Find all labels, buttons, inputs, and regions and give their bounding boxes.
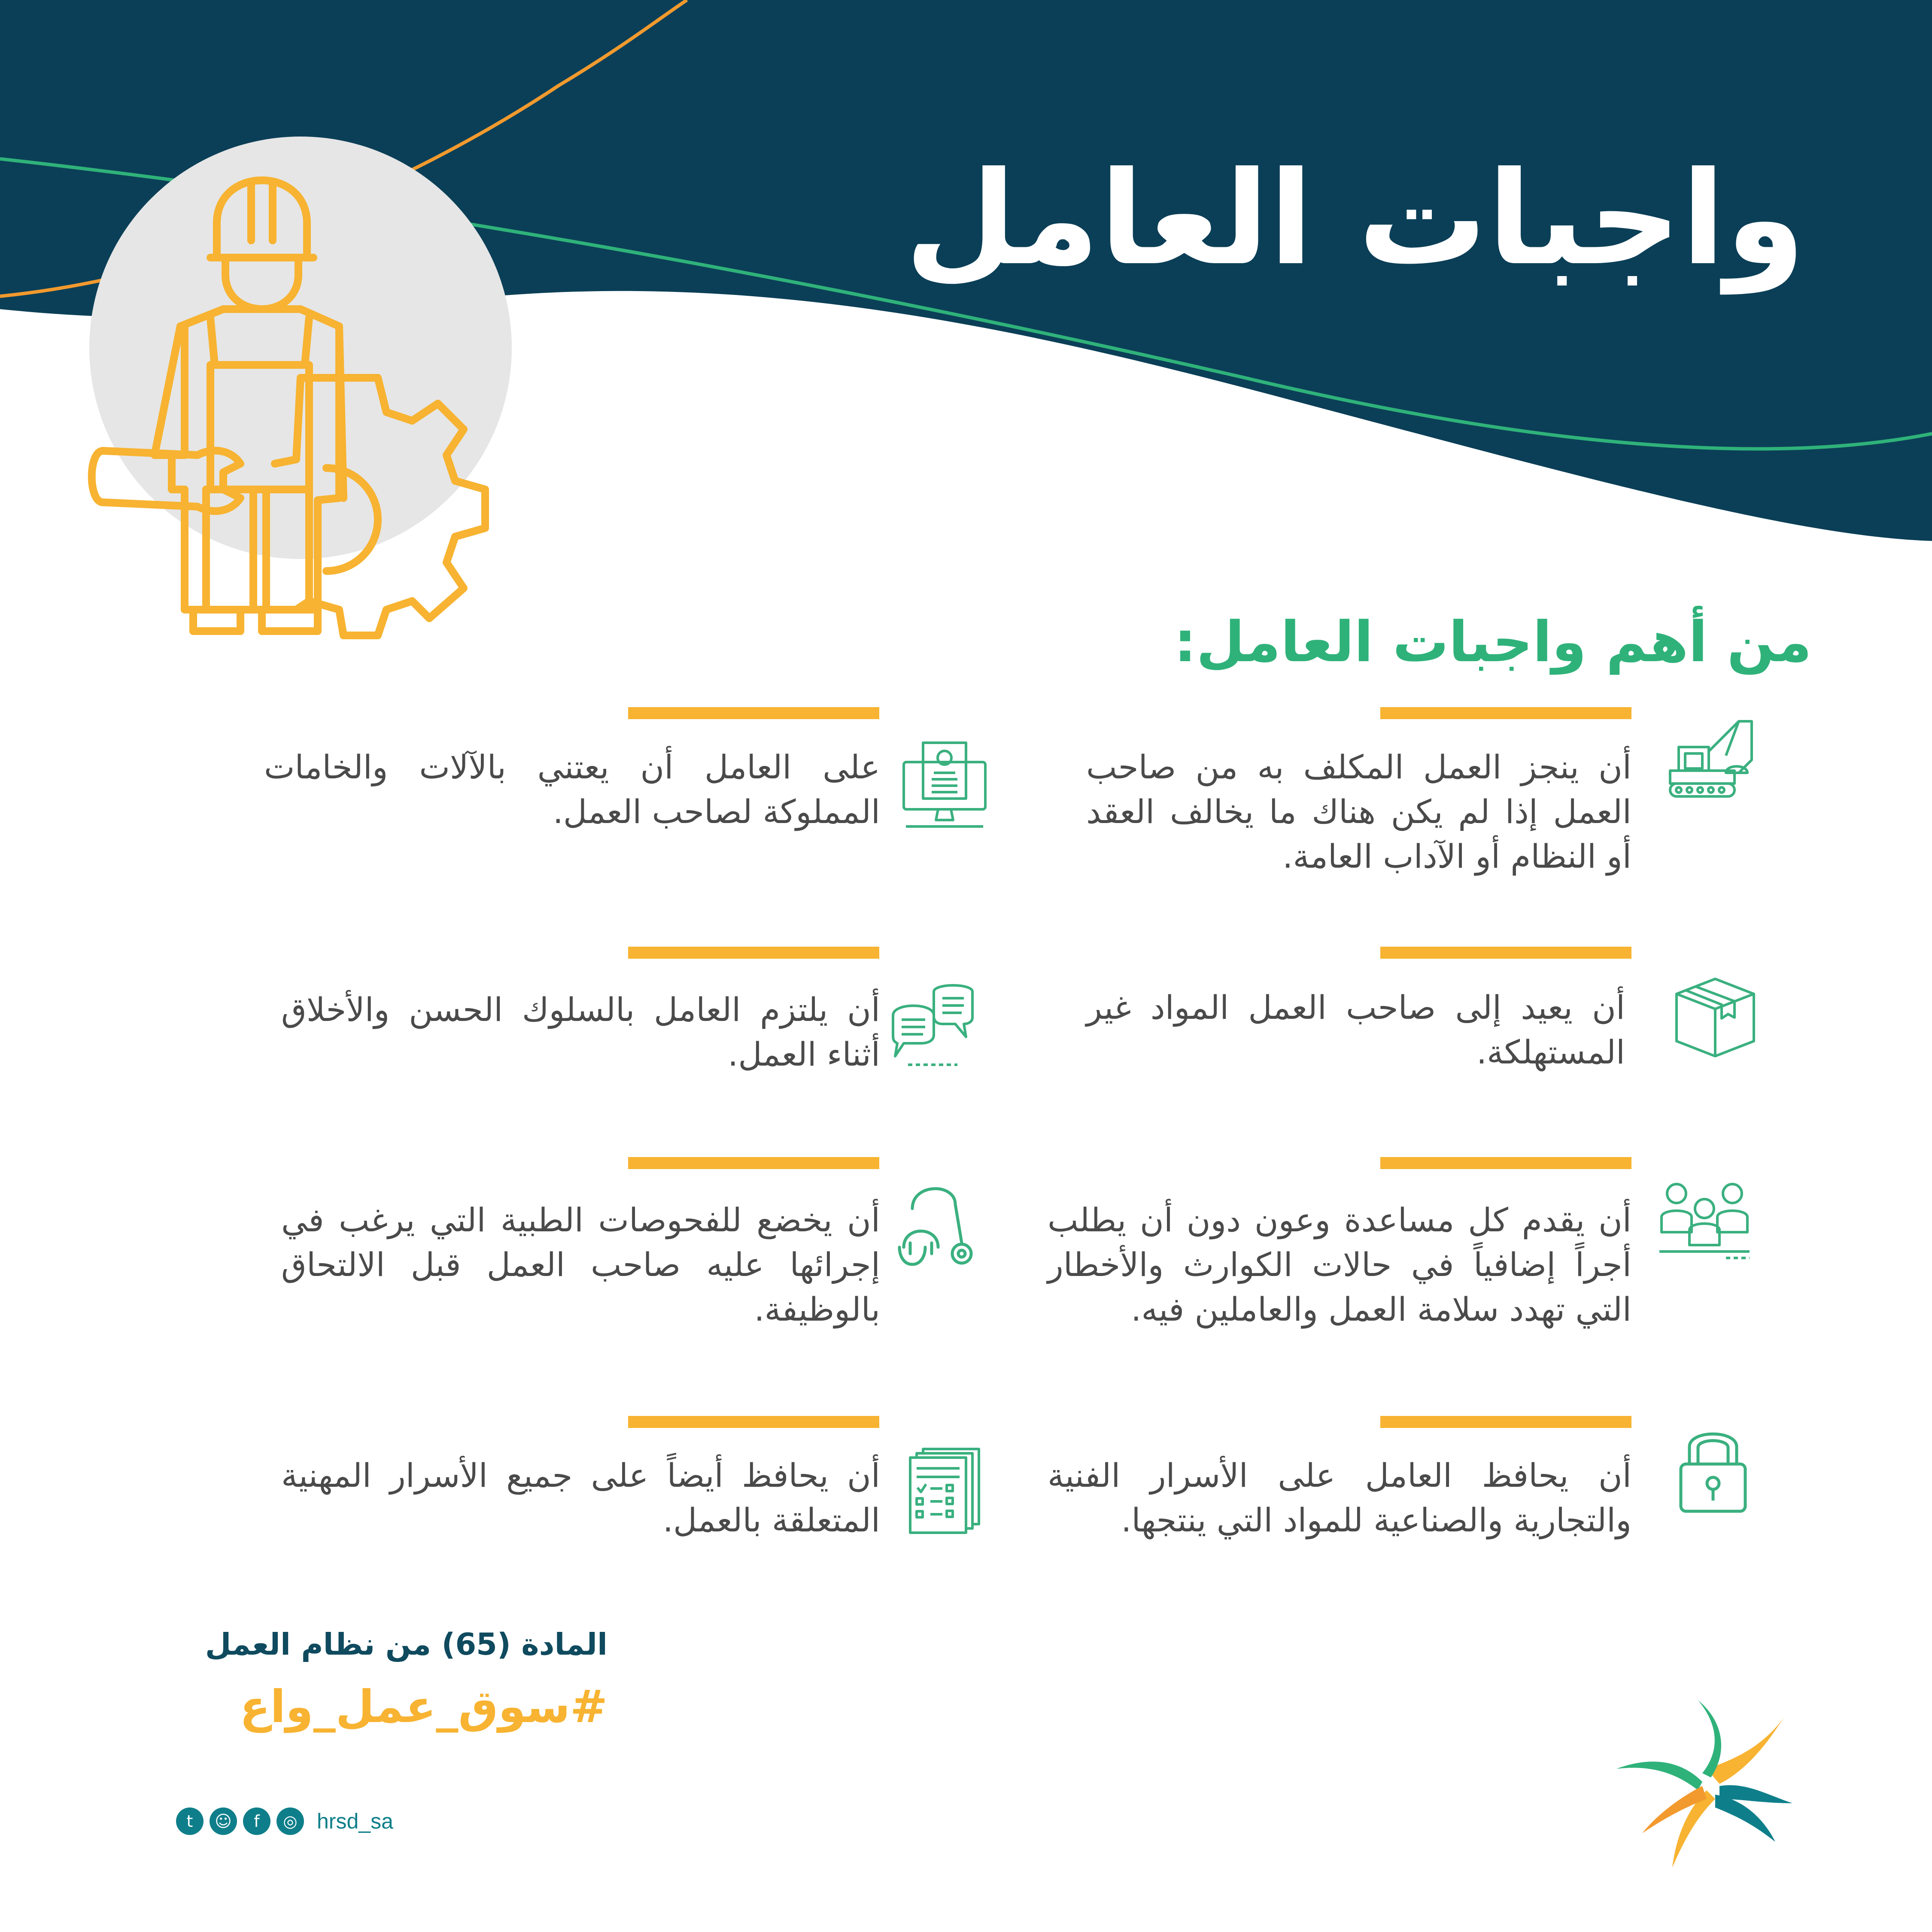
excavator-icon <box>1662 708 1756 803</box>
computer-profile-icon <box>897 736 992 831</box>
duty-text: أن ينجز العمل المكلف به من صاحب العمل إذا لم يكن هناك ما يخالف العقد أو النظام أو الآداب العامة. <box>1086 748 1631 875</box>
divider-bar <box>1380 947 1631 959</box>
duty-text: أن يقدم كل مساعدة وعون دون أن يطلب أجراً إضافياً في حالات الكوارث والأخطار التي تهدد سلامة العمل والعاملين فيه. <box>1048 1201 1631 1328</box>
social-handle[interactable]: hrsd_sa <box>317 1809 393 1833</box>
documents-icon <box>899 1440 994 1535</box>
twitter-icon[interactable]: t <box>176 1807 204 1835</box>
divider-bar <box>628 947 879 959</box>
duty-text: على العامل أن يعتني بالآلات والخامات المملوكة لصاحب العمل. <box>264 748 880 831</box>
divider-bar <box>628 1157 879 1169</box>
duty-text: أن يخضع للفحوصات الطبية التي يرغب في إجرائها عليه صاحب العمل قبل الالتحاق بالوظيفة. <box>281 1201 880 1328</box>
duty-text: أن يلتزم العامل بالسلوك الحسن والأخلاق أثناء العمل. <box>281 990 880 1073</box>
section-heading: من أهم واجبات العامل: <box>1174 609 1812 674</box>
team-icon <box>1657 1176 1752 1271</box>
divider-bar <box>1380 1157 1631 1169</box>
campaign-hashtag: #سوق_عمل_واع <box>240 1680 608 1733</box>
snapchat-icon[interactable]: ☺ <box>210 1807 237 1835</box>
facebook-icon[interactable]: f <box>243 1807 270 1835</box>
divider-bar <box>628 707 879 719</box>
divider-bar <box>1380 707 1631 719</box>
divider-bar <box>628 1416 879 1428</box>
divider-bar <box>1380 1416 1631 1428</box>
ministry-logo <box>1616 1700 1792 1868</box>
page-title: واجبات العامل <box>905 144 1805 294</box>
article-reference: المادة (65) من نظام العمل <box>205 1627 608 1662</box>
duty-text: أن يحافظ العامل على الأسرار الفنية والتجارية والصناعية للمواد التي ينتجها. <box>1048 1456 1631 1539</box>
social-links <box>176 1807 434 1846</box>
padlock-icon <box>1666 1421 1760 1516</box>
duty-text: أن يحافظ أيضاً على جميع الأسرار المهنية المتعلقة بالعمل. <box>281 1456 880 1539</box>
chat-bubbles-icon <box>887 979 981 1073</box>
box-icon <box>1668 970 1762 1065</box>
stethoscope-icon <box>891 1179 985 1273</box>
duty-text: أن يعيد إلى صاحب العمل المواد غير المستهلكة. <box>1086 988 1625 1071</box>
instagram-icon[interactable]: ◎ <box>276 1807 304 1835</box>
